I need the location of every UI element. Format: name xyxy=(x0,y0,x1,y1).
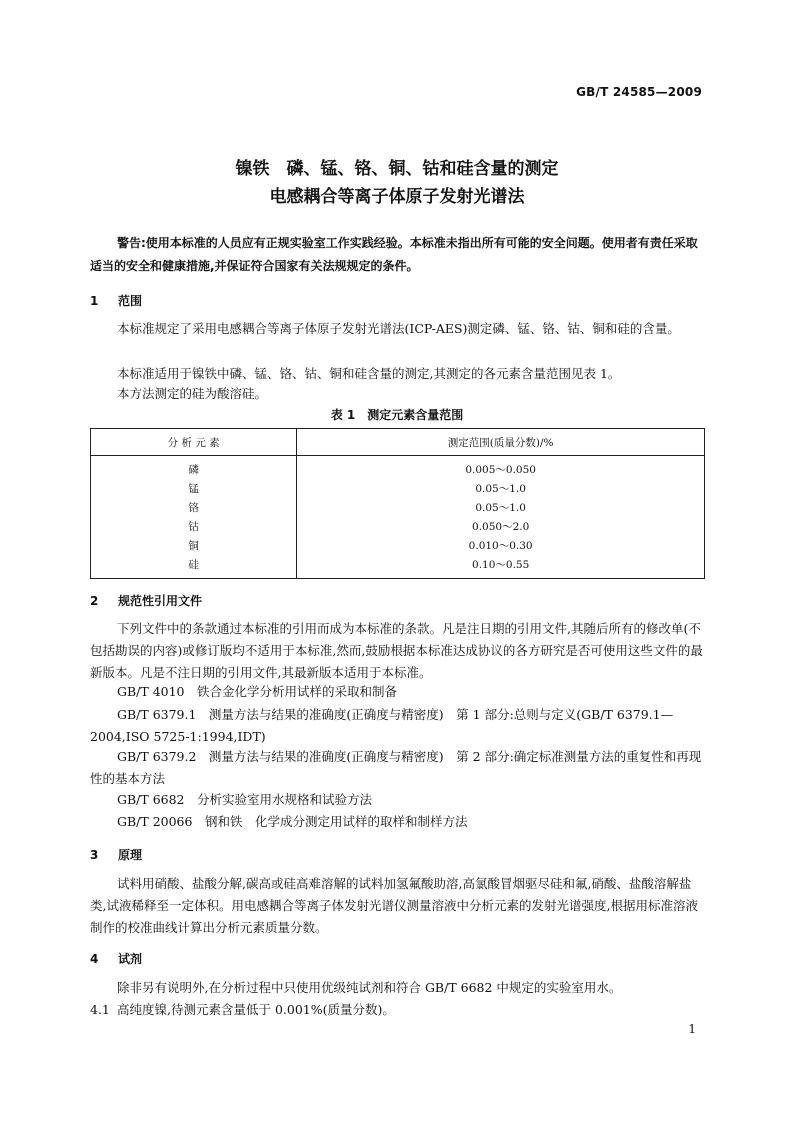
section-title: 原理 xyxy=(118,848,143,862)
table-cell-range: 0.050～2.0 xyxy=(297,517,705,536)
reference-item: GB/T 20066 钢和铁 化学成分测定用试样的取样和制样方法 xyxy=(117,814,468,829)
table-cell-element: 铬 xyxy=(188,502,199,514)
table-cell-element: 磷 xyxy=(188,464,199,476)
section-title: 试剂 xyxy=(118,952,143,966)
section-4-paragraph: 除非另有说明外,在分析过程中只使用优级纯试剂和符合 GB/T 6682 中规定的实验室用水。 xyxy=(117,980,622,995)
section-number: 2 xyxy=(90,594,99,608)
section-2-intro: 下列文件中的条款通过本标准的引用而成为本标准的条款。凡是注日期的引用文件,其随后所有的修改单(不包括勘误的内容)或修订版均不适用于本标准,然而,鼓励根据本标准达成协议的各方研究是否可使用这些文件的最新版本。凡是不注日期的引用文件,其最新版本适用于本标准。 xyxy=(90,621,703,680)
section-1-paragraph-2: 本标准适用于镍铁中磷、锰、铬、钴、铜和硅含量的测定,其测定的各元素含量范围见表 1。 xyxy=(117,366,621,381)
table-row xyxy=(91,555,705,579)
table-header-row xyxy=(91,429,705,456)
section-3-paragraph: 试料用硝酸、盐酸分解,碳高或硅高难溶解的试料加氢氟酸助溶,高氯酸冒烟驱尽硅和氟,硝酸、盐酸溶解盐类,试液稀释至一定体积。用电感耦合等离子体发射光谱仪测量溶液中分析元素的发射光谱强度,根据用标准溶液制作的校准曲线计算出分析元素质量分数。 xyxy=(90,876,698,935)
reference-item: GB/T 6379.2 测量方法与结果的准确度(正确度与精密度) 第 2 部分:确定标准测量方法的重复性和再现性的基本方法 xyxy=(90,749,702,786)
item-text: 高纯度镍,待测元素含量低于 0.001%(质量分数)。 xyxy=(117,1002,395,1017)
section-1-heading xyxy=(90,292,142,309)
table-row xyxy=(91,517,705,536)
element-range-table xyxy=(90,428,705,579)
table-cell-range: 0.10～0.55 xyxy=(297,555,705,579)
reference-item: GB/T 6379.1 测量方法与结果的准确度(正确度与精密度) 第 1 部分:总则与定义(GB/T 6379.1—2004,ISO 5725-1:1994,IDT) xyxy=(90,707,674,744)
table-header-element: 分 析 元 素 xyxy=(91,429,297,456)
table-cell-element: 钴 xyxy=(188,521,199,533)
section-number: 3 xyxy=(90,848,99,862)
standard-number: GB/T 24585—2009 xyxy=(576,85,702,99)
table-row xyxy=(91,536,705,555)
reference-item: GB/T 6682 分析实验室用水规格和试验方法 xyxy=(117,792,373,807)
table-cell-element: 锰 xyxy=(188,483,199,495)
reference-item: GB/T 4010 铁合金化学分析用试样的采取和制备 xyxy=(117,684,398,699)
table-cell-range: 0.010～0.30 xyxy=(297,536,705,555)
safety-warning: 警告:使用本标准的人员应有正规实验室工作实践经验。本标准未指出所有可能的安全问题。使用者有责任采取适当的安全和健康措施,并保证符合国家有关法规规定的条件。 xyxy=(90,236,698,273)
section-4-heading xyxy=(90,950,142,967)
table-row xyxy=(91,479,705,498)
table-caption: 表 1 测定元素含量范围 xyxy=(330,408,464,422)
table-row xyxy=(91,498,705,517)
section-1-paragraph-3: 本方法测定的硅为酸溶硅。 xyxy=(117,386,268,401)
section-title: 规范性引用文件 xyxy=(118,594,203,608)
section-number: 1 xyxy=(90,294,99,308)
table-cell-element: 硅 xyxy=(188,559,199,571)
document-title-line2: 电感耦合等离子体原子发射光谱法 xyxy=(269,187,525,207)
table-cell-range: 0.005～0.050 xyxy=(297,456,705,480)
page-number: 1 xyxy=(688,1022,696,1036)
section-title: 范围 xyxy=(118,294,143,308)
section-1-paragraph-1: 本标准规定了采用电感耦合等离子体原子发射光谱法(ICP-AES)测定磷、锰、铬、钴、铜和硅的含量。 xyxy=(117,321,680,336)
document-title-line1: 镍铁 磷、锰、铬、铜、钴和硅含量的测定 xyxy=(235,159,559,179)
section-2-heading xyxy=(90,592,202,609)
table-cell-element: 铜 xyxy=(188,540,199,552)
section-3-heading xyxy=(90,846,142,863)
table-cell-range: 0.05～1.0 xyxy=(297,479,705,498)
table-cell-range: 0.05～1.0 xyxy=(297,498,705,517)
section-4-1-item xyxy=(90,1000,705,1020)
item-number: 4.1 xyxy=(90,1002,110,1017)
section-number: 4 xyxy=(90,952,99,966)
table-row xyxy=(91,456,705,480)
table-header-range: 测定范围(质量分数)/% xyxy=(297,429,705,456)
